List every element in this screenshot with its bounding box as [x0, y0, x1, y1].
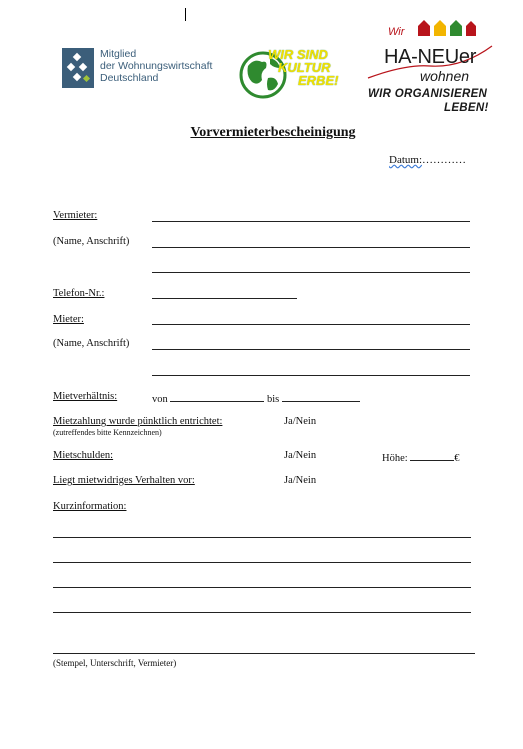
gdw-mark-icon: [62, 48, 94, 88]
mietzahlung-value[interactable]: Ja/Nein: [284, 416, 317, 427]
haneuer-slogan-2: LEBEN!: [444, 102, 489, 114]
mietschulden-value[interactable]: Ja/Nein: [284, 450, 317, 461]
kulturerbe-line-1: WIR SIND: [268, 47, 328, 62]
page-title: Vorvermieterbescheinigung: [190, 125, 356, 140]
gdw-line-2: der Wohnungswirtschaft: [100, 60, 213, 72]
datum-placeholder[interactable]: …………: [422, 154, 466, 166]
mieter-line-1[interactable]: [152, 324, 470, 325]
bis-line[interactable]: [282, 391, 360, 402]
haneuer-logo: [362, 16, 502, 112]
mieter-line-2[interactable]: [152, 349, 470, 350]
kurzinfo-label: Kurzinformation:: [53, 501, 127, 512]
kulturerbe-line-2: KULTUR: [278, 60, 331, 75]
haneuer-main: HA-NEUer: [384, 46, 477, 68]
kurzinfo-line-1[interactable]: [53, 537, 471, 538]
mietzahlung-hint: (zutreffendes bitte Kennzeichnen): [53, 428, 162, 437]
kurzinfo-line-3[interactable]: [53, 587, 471, 588]
mietverhaeltnis-range: [152, 391, 360, 405]
vermieter-line-1[interactable]: [152, 221, 470, 222]
haneuer-wir: Wir: [388, 26, 405, 38]
von-line[interactable]: [170, 391, 264, 402]
vermieter-sub-label: (Name, Anschrift): [53, 236, 130, 247]
signature-label: (Stempel, Unterschrift, Vermieter): [53, 658, 177, 668]
hoehe-field: [382, 450, 460, 464]
haneuer-wohnen: wohnen: [420, 68, 470, 84]
kulturerbe-logo: [238, 46, 346, 100]
mietverhaeltnis-label: Mietverhältnis:: [53, 391, 118, 402]
currency-label: €: [454, 453, 460, 464]
verhalten-label: Liegt mietwidriges Verhalten vor:: [53, 475, 195, 486]
mietzahlung-label: Mietzahlung wurde pünktlich entrichtet:: [53, 416, 223, 427]
verhalten-value[interactable]: Ja/Nein: [284, 475, 317, 486]
gdw-logo: [62, 46, 232, 92]
hoehe-label: Höhe:: [382, 453, 408, 464]
von-label: von: [152, 394, 168, 405]
mieter-sub-label: (Name, Anschrift): [53, 338, 130, 349]
bis-label: bis: [267, 394, 280, 405]
hoehe-line[interactable]: [410, 450, 454, 461]
signature-line[interactable]: [53, 653, 475, 654]
datum-field[interactable]: [389, 154, 466, 166]
mieter-line-3[interactable]: [152, 375, 470, 376]
haneuer-slogan-1: WIR ORGANISIEREN: [368, 88, 488, 100]
telefon-line[interactable]: [152, 298, 297, 299]
mietschulden-label: Mietschulden:: [53, 450, 114, 461]
kurzinfo-line-4[interactable]: [53, 612, 471, 613]
gdw-line-1: Mitglied: [100, 48, 137, 60]
mieter-label: Mieter:: [53, 314, 84, 325]
vermieter-line-3[interactable]: [152, 272, 470, 273]
houses-icon: [416, 18, 476, 36]
gdw-line-3: Deutschland: [100, 72, 159, 84]
vermieter-label: Vermieter:: [53, 210, 98, 221]
text-cursor: [185, 8, 186, 21]
kurzinfo-line-2[interactable]: [53, 562, 471, 563]
datum-label: Datum:: [389, 154, 422, 166]
kulturerbe-line-3: ERBE!: [298, 73, 339, 88]
vermieter-line-2[interactable]: [152, 247, 470, 248]
telefon-label: Telefon-Nr.:: [53, 288, 105, 299]
